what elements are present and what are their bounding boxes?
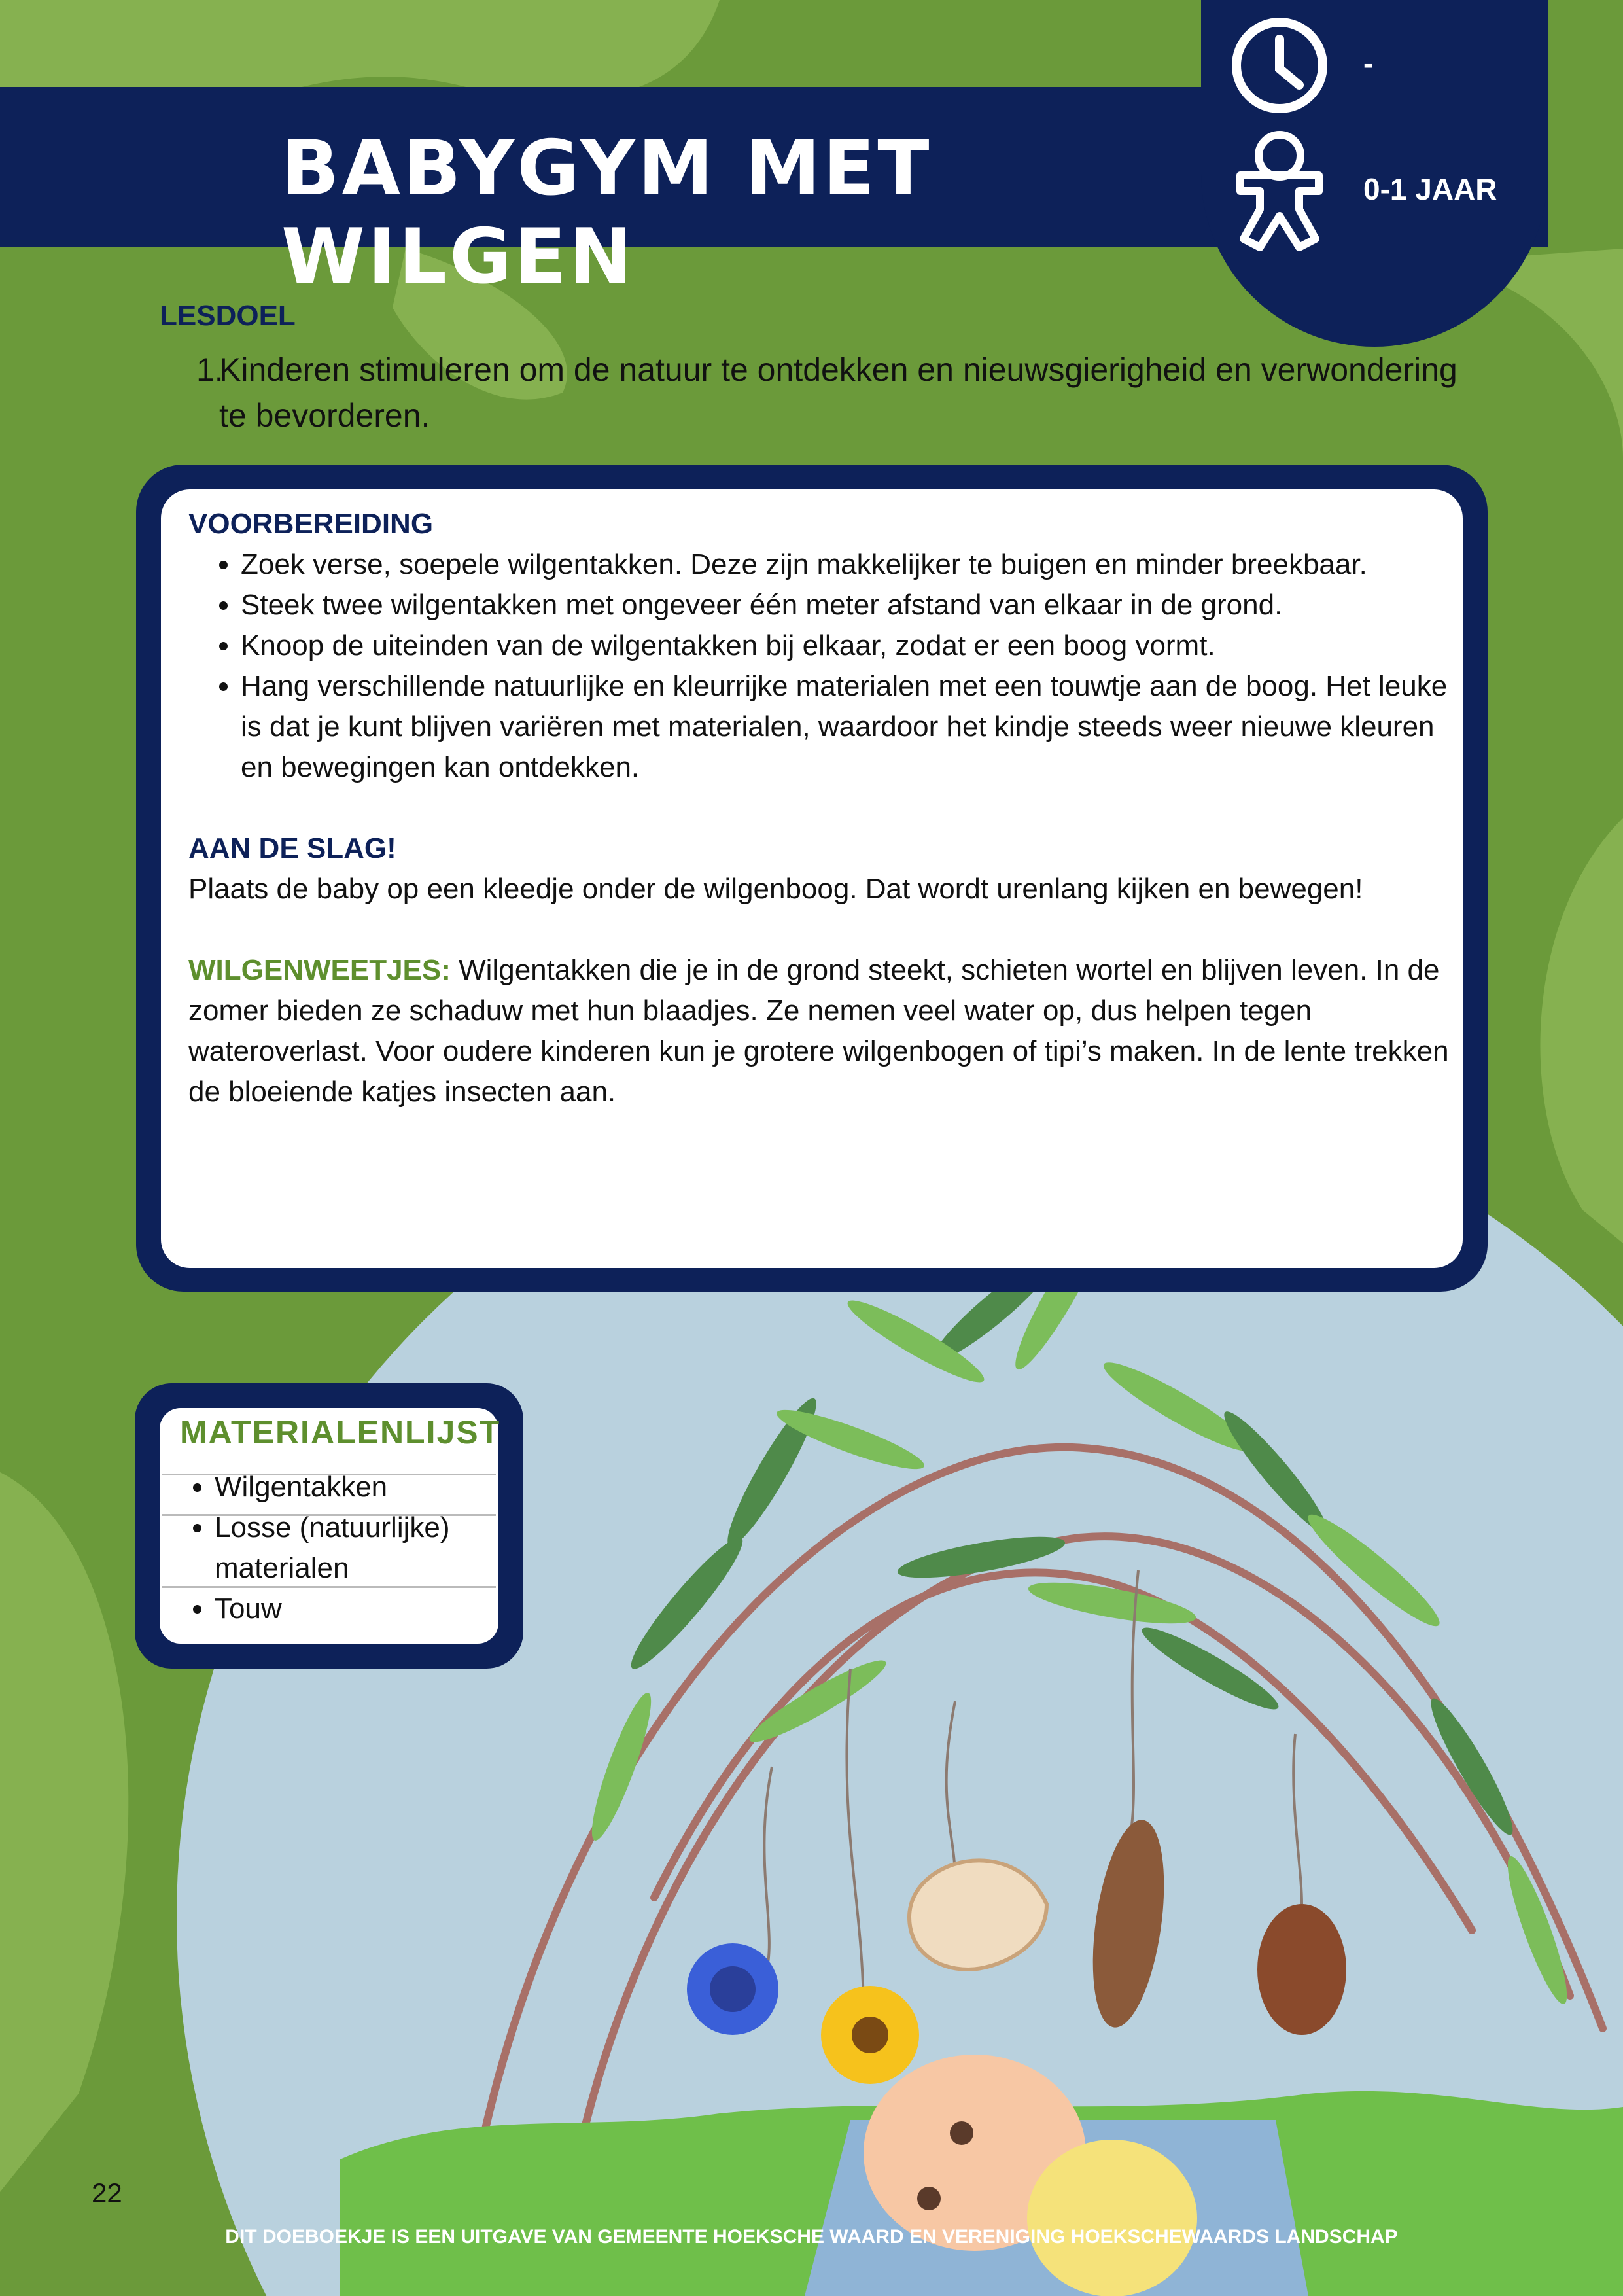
lesdoel-heading: LESDOEL	[160, 300, 296, 332]
footer-text: DIT DOEBOEKJE IS EEN UITGAVE VAN GEMEENTE HOEKSCHE WAARD EN VERENIGING HOEKSCHEWAARDS LANDSCHAP	[225, 2226, 1398, 2248]
duration-value: -	[1363, 46, 1374, 80]
list-item-number: 1.	[196, 351, 224, 388]
list-item: • Wilgentakken	[215, 1467, 496, 1508]
list-item: • Hang verschillende natuurlijke en kleurrijke materialen met een touwtje aan de boog. Het leuke is dat je kunt blijven variëren met materialen, waardoor het kindje steeds weer nieuwe kleuren en bewegingen kan ontdekken.	[241, 666, 1451, 788]
materials-heading: MATERIALENLIJST	[180, 1414, 501, 1451]
list-item: • Touw	[215, 1589, 496, 1629]
wilgenweetjes-text: Wilgentakken die je in de grond steekt, schieten wortel en blijven leven. In de zomer bieden ze schaduw met hun blaadjes. Ze nemen veel water op, dus helpen tegen wateroverlast. Voor oudere kinderen kun je grotere wilgenbogen of tipi’s maken. In de lente trekken de bloeiende katjes insecten aan.	[188, 954, 1449, 1108]
voorbereiding-heading: VOORBEREIDING	[188, 508, 434, 540]
aan-de-slag-heading: AAN DE SLAG!	[188, 832, 396, 864]
wilgenweetjes-label: WILGENWEETJES:	[188, 954, 451, 986]
materials-list	[162, 1467, 496, 1629]
aan-de-slag-text: Plaats de baby op een kleedje onder de wilgenboog. Dat wordt urenlang kijken en bewegen!	[188, 873, 1363, 905]
pinecone-icon	[1257, 1904, 1346, 2035]
list-item: • Steek twee wilgentakken met ongeveer één meter afstand van elkaar in de grond.	[241, 585, 1451, 626]
list-item: Kinderen stimuleren om de natuur te ontdekken en nieuwsgierigheid en verwondering te bevorderen.	[219, 351, 1457, 434]
list-item: • Losse (natuurlijke) materialen	[215, 1508, 496, 1589]
page-number: 22	[92, 2178, 122, 2208]
cornflower-icon	[687, 1943, 778, 2035]
yellow-flower-icon	[821, 1986, 919, 2084]
wilgenweetjes-paragraph	[188, 950, 1451, 1112]
list-item: • Knoop de uiteinden van de wilgentakken bij elkaar, zodat er een boog vormt.	[241, 626, 1451, 666]
page-title: BABYGYM MET WILGEN	[281, 124, 932, 301]
age-value: 0-1 JAAR	[1363, 172, 1497, 206]
instructions-content	[188, 504, 1451, 1112]
voorbereiding-list	[188, 544, 1451, 788]
list-item: • Zoek verse, soepele wilgentakken. Deze zijn makkelijker te buigen en minder breekbaar.	[241, 544, 1451, 585]
